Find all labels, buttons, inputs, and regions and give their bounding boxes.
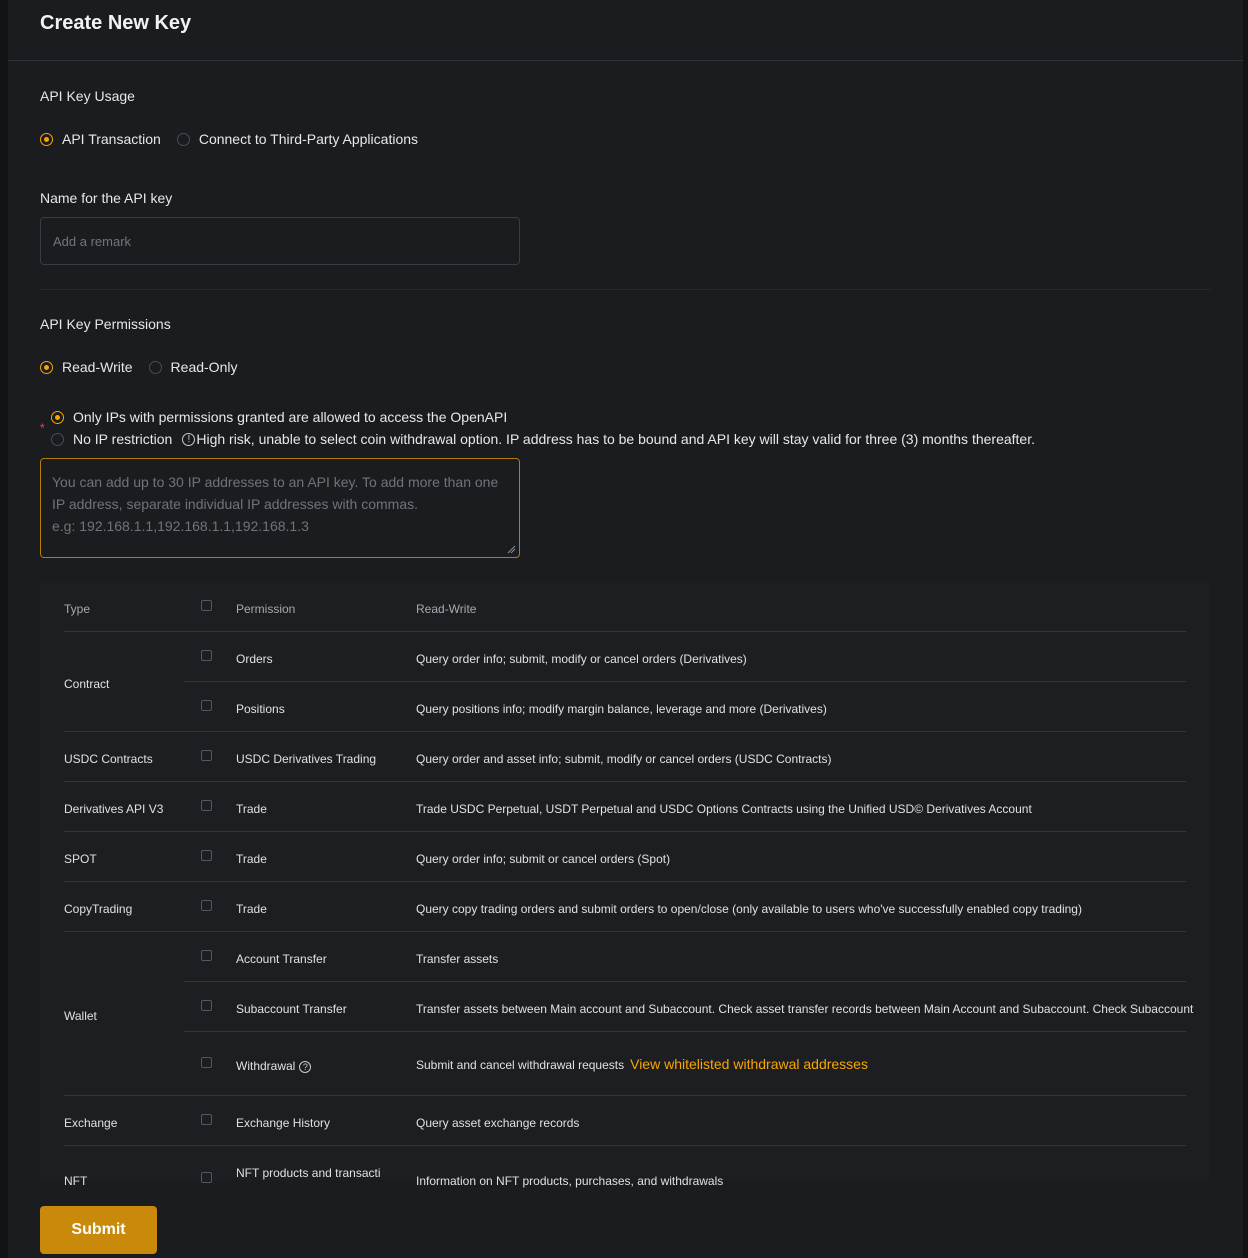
section-divider <box>40 289 1210 290</box>
resize-handle-icon[interactable] <box>506 544 516 554</box>
permission-description: Transfer assets <box>416 952 499 966</box>
ip-option-restricted-label[interactable]: Only IPs with permissions granted are allowed to access the OpenAPI <box>73 409 508 425</box>
row-divider <box>184 681 1186 682</box>
page-title: Create New Key <box>40 12 192 34</box>
permission-option-read-write[interactable]: Read-Write <box>62 359 133 375</box>
header-access: Read-Write <box>416 602 477 616</box>
permission-description: Transfer assets between Main account and Subaccount. Check asset transfer records between Main Account and Subaccount. Check Subaccount <box>416 1002 1194 1016</box>
permission-name: Trade <box>236 802 267 816</box>
permission-description: Information on NFT products, purchases, and withdrawals <box>416 1174 724 1188</box>
checkbox-icon[interactable] <box>201 800 212 811</box>
checkbox-icon[interactable] <box>201 1172 212 1183</box>
row-divider <box>64 731 1186 732</box>
whitelisted-addresses-link[interactable]: View whitelisted withdrawal addresses <box>630 1056 868 1072</box>
permission-name: Account Transfer <box>236 952 327 966</box>
type-copytrading: CopyTrading <box>64 902 133 916</box>
title-divider <box>8 60 1243 61</box>
row-divider <box>64 1145 1186 1146</box>
ip-option-restricted[interactable] <box>51 409 507 425</box>
type-contract: Contract <box>64 677 110 691</box>
usage-option-api-transaction[interactable]: API Transaction <box>62 131 161 147</box>
checkbox-icon[interactable] <box>201 850 212 861</box>
checkbox-icon[interactable] <box>201 750 212 761</box>
select-all-checkbox[interactable] <box>201 600 212 611</box>
submit-button[interactable]: Submit <box>40 1206 157 1254</box>
radio-icon[interactable] <box>149 361 162 374</box>
row-divider <box>64 931 1186 932</box>
row-divider <box>64 781 1186 782</box>
ip-option-unrestricted-label[interactable]: No IP restriction <box>73 431 173 447</box>
permission-description: Query order info; submit or cancel orders (Spot) <box>416 852 671 866</box>
question-circle-icon[interactable]: ? <box>299 1061 311 1073</box>
withdrawal-description-row <box>416 1056 868 1072</box>
radio-icon[interactable] <box>177 133 190 146</box>
checkbox-icon[interactable] <box>201 1000 212 1011</box>
radio-icon[interactable] <box>40 133 53 146</box>
permissions-label: API Key Permissions <box>40 316 171 332</box>
usage-label: API Key Usage <box>40 88 135 104</box>
permission-name: Trade <box>236 852 267 866</box>
permission-description: Trade USDC Perpetual, USDT Perpetual and USDC Options Contracts using the Unified USD© Derivatives Account <box>416 802 1032 816</box>
required-mark: * <box>40 421 45 435</box>
checkbox-icon[interactable] <box>201 950 212 961</box>
ip-warning-text: High risk, unable to select coin withdrawal option. IP address has to be bound and API key will stay valid for three (3) months thereafter. <box>196 431 1035 447</box>
permissions-radio-group <box>40 359 253 375</box>
checkbox-icon[interactable] <box>201 1114 212 1125</box>
permission-name: Subaccount Transfer <box>236 1002 347 1016</box>
row-divider <box>64 881 1186 882</box>
radio-icon[interactable] <box>40 361 53 374</box>
checkbox-icon[interactable] <box>201 1057 212 1068</box>
usage-radio-group <box>40 131 434 147</box>
checkbox-icon[interactable] <box>201 650 212 661</box>
permission-name: Trade <box>236 902 267 916</box>
permission-description: Query positions info; modify margin balance, leverage and more (Derivatives) <box>416 702 827 716</box>
row-divider <box>184 1031 1186 1032</box>
type-derivatives-v3: Derivatives API V3 <box>64 802 164 816</box>
name-label: Name for the API key <box>40 190 173 206</box>
permission-name: USDC Derivatives Trading <box>236 752 377 766</box>
permission-description: Query copy trading orders and submit orders to open/close (only available to users who've successfully enabled copy trading) <box>416 902 1082 916</box>
type-usdc-contracts: USDC Contracts <box>64 752 153 766</box>
row-divider <box>184 981 1186 982</box>
permissions-table <box>40 582 1210 1188</box>
row-divider <box>64 1095 1186 1096</box>
ip-addresses-textarea[interactable] <box>40 458 520 558</box>
permission-name: Positions <box>236 702 285 716</box>
permission-description: Query order info; submit, modify or cancel orders (Derivatives) <box>416 652 747 666</box>
permission-name: Withdrawal <box>236 1059 296 1073</box>
withdrawal-permission <box>236 1059 311 1073</box>
type-nft: NFT <box>64 1174 88 1188</box>
permission-description: Query order and asset info; submit, modify or cancel orders (USDC Contracts) <box>416 752 832 766</box>
radio-icon[interactable] <box>51 433 64 446</box>
type-exchange: Exchange <box>64 1116 118 1130</box>
warning-circle-icon: ! <box>182 433 195 446</box>
permission-option-read-only[interactable]: Read-Only <box>170 359 238 375</box>
permission-name: Orders <box>236 652 273 666</box>
row-divider <box>64 831 1186 832</box>
header-type: Type <box>64 602 91 616</box>
header-permission: Permission <box>236 602 296 616</box>
permission-description: Query asset exchange records <box>416 1116 580 1130</box>
header-divider <box>64 631 1186 632</box>
checkbox-icon[interactable] <box>201 900 212 911</box>
permission-description: Submit and cancel withdrawal requests <box>416 1058 625 1072</box>
permission-name: Exchange History <box>236 1116 331 1130</box>
permission-name: NFT products and transacti <box>236 1166 381 1180</box>
radio-icon[interactable] <box>51 411 64 424</box>
type-spot: SPOT <box>64 852 97 866</box>
api-key-name-input[interactable] <box>40 217 520 265</box>
usage-option-third-party[interactable]: Connect to Third-Party Applications <box>198 131 419 147</box>
checkbox-icon[interactable] <box>201 700 212 711</box>
ip-option-unrestricted[interactable] <box>51 431 1035 447</box>
type-wallet: Wallet <box>64 1009 97 1023</box>
